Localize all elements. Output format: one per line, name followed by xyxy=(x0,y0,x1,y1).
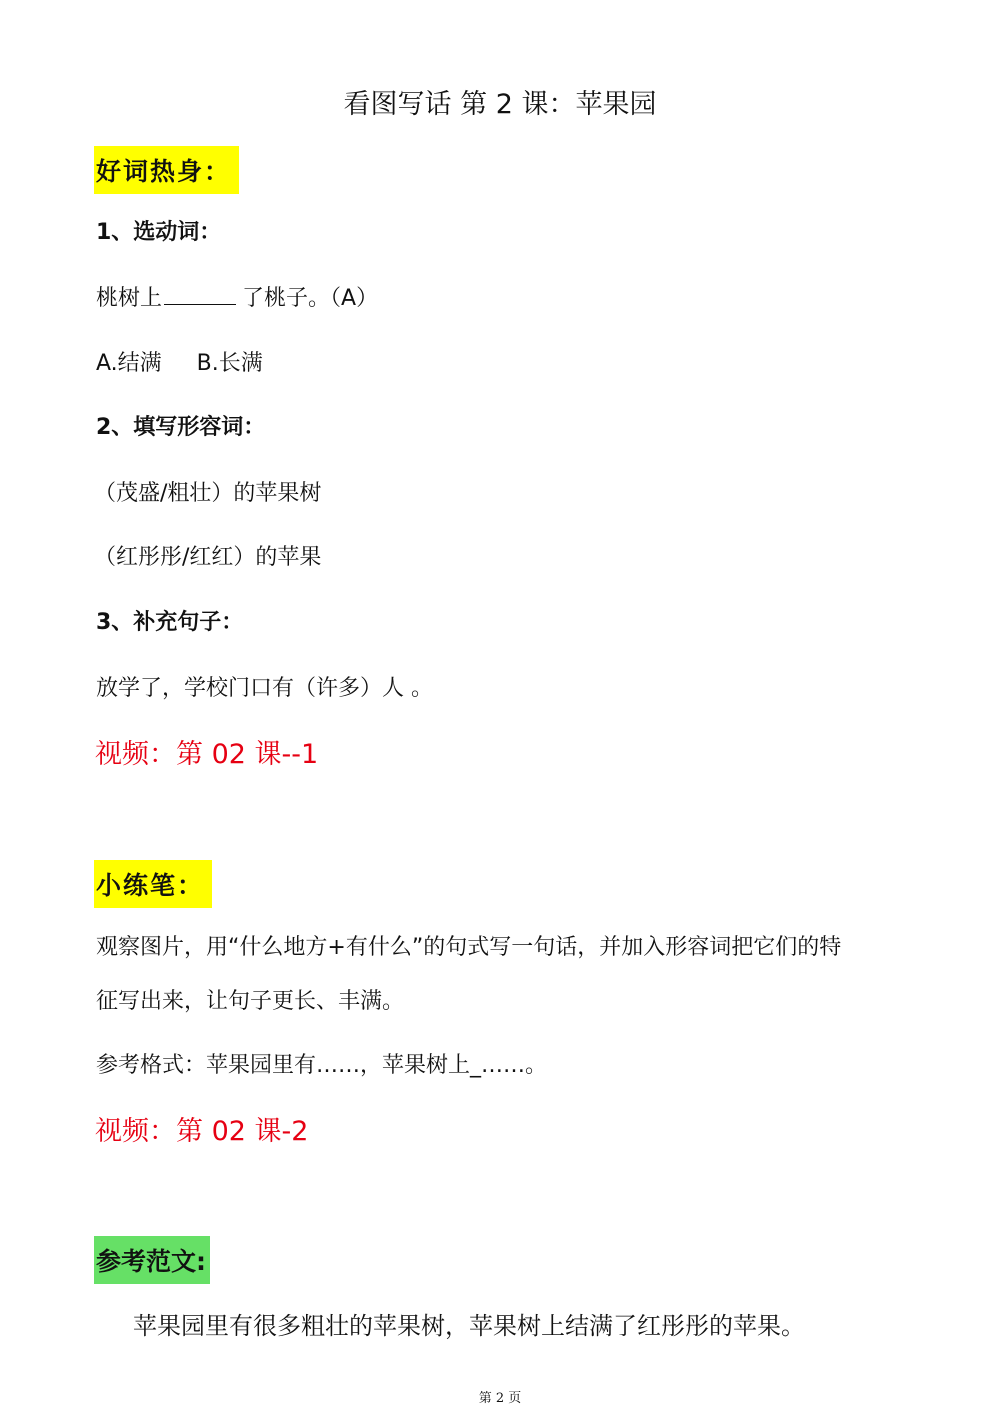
page-title: 看图写话 第 2 课：苹果园 xyxy=(343,89,657,120)
question-3-sentence: 放学了，学校门口有（许多）人 。 xyxy=(96,676,433,701)
warmup-heading: 好词热身： xyxy=(94,146,239,194)
sample-heading: 参考范文: xyxy=(94,1236,210,1284)
practice-heading: 小练笔： xyxy=(94,860,212,908)
page-number: 第 2 页 xyxy=(478,1391,522,1406)
question-1-sentence xyxy=(96,281,378,312)
question-2-label: 2、填写形容词： xyxy=(96,415,266,440)
sentence-before-blank: 桃树上 xyxy=(96,286,163,311)
question-1-options: A.结满 B.长满 xyxy=(96,351,263,376)
question-1-label: 1、选动词： xyxy=(96,220,222,245)
practice-format: 参考格式：苹果园里有……，苹果树上_……。 xyxy=(96,1053,548,1078)
question-2-line-1: （茂盛/粗壮）的苹果树 xyxy=(94,481,322,506)
video-link-1: 视频：第 02 课--1 xyxy=(95,739,319,770)
practice-instruction-line-1: 观察图片，用“什么地方+有什么”的句式写一句话，并加入形容词把它们的特 xyxy=(96,935,842,960)
question-3-label: 3、补充句子： xyxy=(96,610,244,635)
sample-text: 苹果园里有很多粗壮的苹果树，苹果树上结满了红彤彤的苹果。 xyxy=(133,1312,805,1340)
video-link-2: 视频：第 02 课-2 xyxy=(95,1116,309,1147)
practice-instruction-line-2: 征写出来，让句子更长、丰满。 xyxy=(96,989,405,1014)
question-2-line-2: （红彤彤/红红）的苹果 xyxy=(94,545,322,570)
answer-blank xyxy=(164,286,236,305)
sentence-after-blank: 了桃子。（A） xyxy=(242,286,379,311)
